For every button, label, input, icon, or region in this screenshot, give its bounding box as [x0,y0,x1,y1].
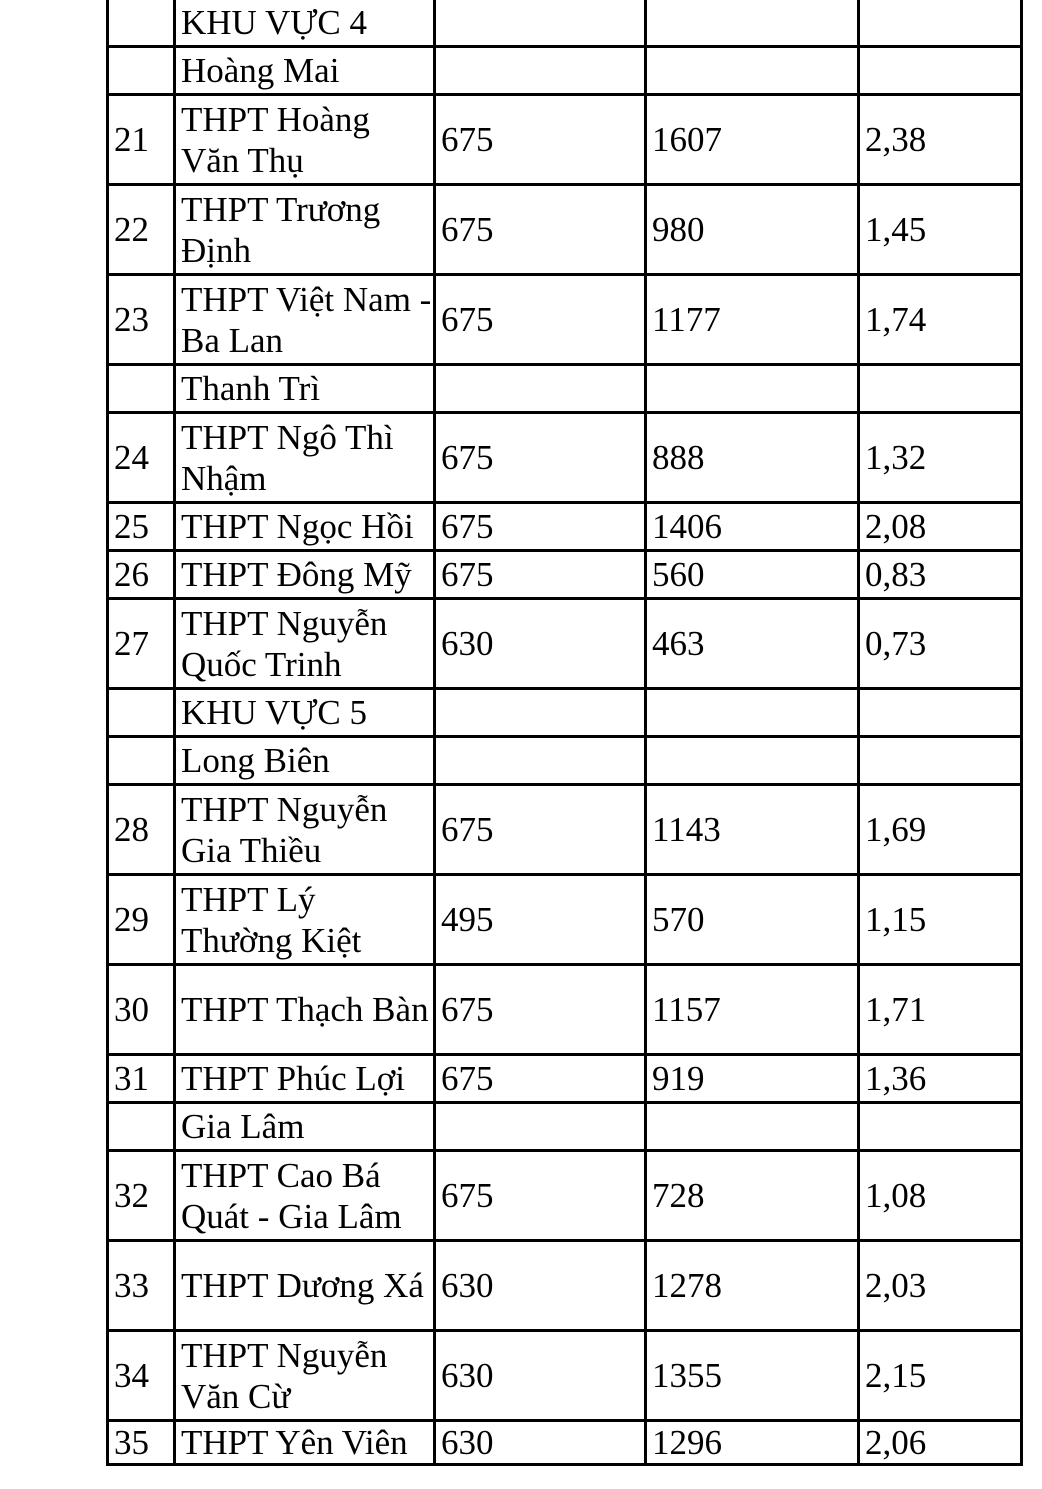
row-number: 32 [108,1151,175,1241]
school-row [108,503,1022,551]
row-number: 25 [108,503,175,551]
row-number: 27 [108,599,175,689]
school-name: THPT Phúc Lợi [175,1055,435,1103]
ratio-cell [859,1103,1022,1151]
school-name: THPT Nguyễn Quốc Trinh [175,599,435,689]
region-header-row [108,689,1022,737]
school-name: THPT Hoàng Văn Thụ [175,95,435,185]
row-number [108,0,175,47]
registered-cell [646,365,859,413]
school-row [108,875,1022,965]
quota-cell: 630 [435,1331,646,1421]
enrollment-table [106,0,1023,1466]
ratio-cell: 2,38 [859,95,1022,185]
school-name: THPT Thạch Bàn [175,965,435,1055]
school-row [108,413,1022,503]
quota-cell [435,0,646,47]
row-number [108,47,175,95]
quota-cell: 675 [435,95,646,185]
ratio-cell: 2,15 [859,1331,1022,1421]
quota-cell [435,365,646,413]
quota-cell [435,1103,646,1151]
school-row [108,1241,1022,1331]
row-number: 28 [108,785,175,875]
registered-cell [646,47,859,95]
registered-cell: 1355 [646,1331,859,1421]
district-header-row [108,365,1022,413]
school-row [108,95,1022,185]
registered-cell: 560 [646,551,859,599]
quota-cell: 675 [435,965,646,1055]
school-row [108,1055,1022,1103]
registered-cell: 1157 [646,965,859,1055]
row-number: 34 [108,1331,175,1421]
row-number: 21 [108,95,175,185]
row-number: 23 [108,275,175,365]
ratio-cell: 1,45 [859,185,1022,275]
school-row [108,185,1022,275]
ratio-cell: 0,73 [859,599,1022,689]
quota-cell: 675 [435,551,646,599]
school-name: THPT Nguyễn Gia Thiều [175,785,435,875]
quota-cell [435,47,646,95]
school-name: THPT Cao Bá Quát - Gia Lâm [175,1151,435,1241]
school-name: THPT Ngọc Hồi [175,503,435,551]
region-label: KHU VỰC 5 [175,689,435,737]
quota-cell: 630 [435,1241,646,1331]
ratio-cell: 2,08 [859,503,1022,551]
registered-cell: 1177 [646,275,859,365]
school-row [108,551,1022,599]
quota-cell: 675 [435,413,646,503]
district-label: Thanh Trì [175,365,435,413]
registered-cell: 1607 [646,95,859,185]
row-number [108,1103,175,1151]
school-row [108,1421,1022,1465]
ratio-cell [859,737,1022,785]
row-number: 30 [108,965,175,1055]
registered-cell [646,689,859,737]
school-row [108,1331,1022,1421]
quota-cell: 675 [435,185,646,275]
registered-cell: 888 [646,413,859,503]
school-name: THPT Trương Định [175,185,435,275]
ratio-cell [859,0,1022,47]
district-header-row [108,1103,1022,1151]
school-row [108,599,1022,689]
region-header-row [108,0,1022,47]
registered-cell: 1406 [646,503,859,551]
school-name: THPT Nguyễn Văn Cừ [175,1331,435,1421]
school-name: THPT Việt Nam - Ba Lan [175,275,435,365]
region-label: KHU VỰC 4 [175,0,435,47]
registered-cell: 728 [646,1151,859,1241]
registered-cell: 980 [646,185,859,275]
quota-cell: 630 [435,1421,646,1465]
registered-cell: 463 [646,599,859,689]
registered-cell: 1278 [646,1241,859,1331]
district-label: Hoàng Mai [175,47,435,95]
row-number: 31 [108,1055,175,1103]
registered-cell [646,1103,859,1151]
school-row [108,785,1022,875]
ratio-cell [859,689,1022,737]
row-number: 24 [108,413,175,503]
school-row [108,275,1022,365]
school-name: THPT Lý Thường Kiệt [175,875,435,965]
ratio-cell: 1,32 [859,413,1022,503]
row-number: 35 [108,1421,175,1465]
quota-cell: 675 [435,503,646,551]
quota-cell [435,689,646,737]
ratio-cell [859,47,1022,95]
row-number: 33 [108,1241,175,1331]
quota-cell: 675 [435,1055,646,1103]
row-number: 22 [108,185,175,275]
ratio-cell: 0,83 [859,551,1022,599]
district-label: Long Biên [175,737,435,785]
registered-cell: 919 [646,1055,859,1103]
quota-cell: 495 [435,875,646,965]
row-number [108,689,175,737]
school-row [108,1151,1022,1241]
ratio-cell: 1,69 [859,785,1022,875]
school-name: THPT Yên Viên [175,1421,435,1465]
registered-cell [646,737,859,785]
school-name: THPT Dương Xá [175,1241,435,1331]
quota-cell: 675 [435,1151,646,1241]
district-header-row [108,47,1022,95]
row-number [108,737,175,785]
ratio-cell: 1,36 [859,1055,1022,1103]
registered-cell: 1143 [646,785,859,875]
quota-cell: 675 [435,275,646,365]
row-number [108,365,175,413]
school-name: THPT Đông Mỹ [175,551,435,599]
quota-cell: 630 [435,599,646,689]
school-name: THPT Ngô Thì Nhậm [175,413,435,503]
ratio-cell: 1,71 [859,965,1022,1055]
district-label: Gia Lâm [175,1103,435,1151]
school-row [108,965,1022,1055]
district-header-row [108,737,1022,785]
enrollment-table-page [106,0,1020,1466]
ratio-cell: 1,08 [859,1151,1022,1241]
registered-cell: 1296 [646,1421,859,1465]
row-number: 26 [108,551,175,599]
quota-cell [435,737,646,785]
row-number: 29 [108,875,175,965]
ratio-cell: 2,03 [859,1241,1022,1331]
ratio-cell: 1,15 [859,875,1022,965]
registered-cell [646,0,859,47]
ratio-cell: 2,06 [859,1421,1022,1465]
registered-cell: 570 [646,875,859,965]
quota-cell: 675 [435,785,646,875]
ratio-cell: 1,74 [859,275,1022,365]
ratio-cell [859,365,1022,413]
